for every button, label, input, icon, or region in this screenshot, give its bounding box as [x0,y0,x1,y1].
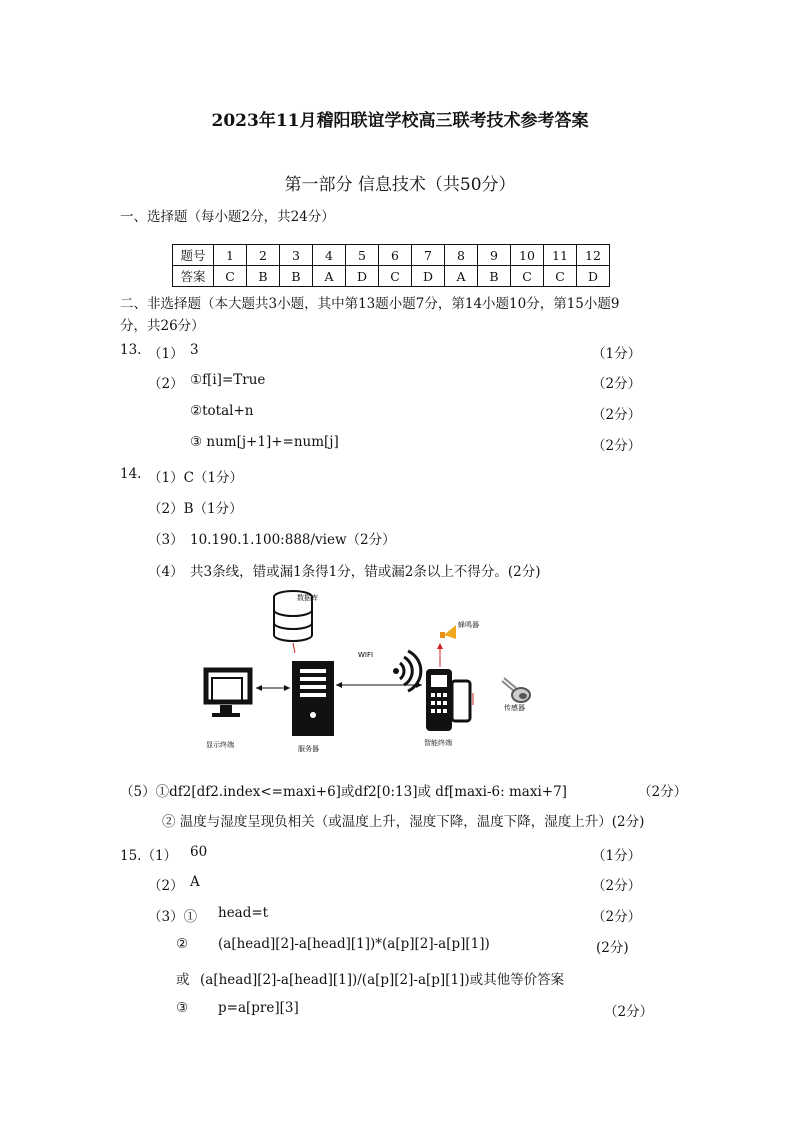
q15-answer-1-score: （2分） [592,909,642,925]
q15-alt-prefix: 或 [176,972,190,988]
buzzer-arrow [437,643,443,667]
table-cell: B [280,266,313,287]
q14-number: 14. [120,466,142,482]
buzzer-label: 蜂鸣器 [458,621,479,629]
q13-answer-1-score: （2分） [592,376,642,392]
table-cell: B [478,266,511,287]
db-link-line [293,643,295,653]
q14-part3-answer: 10.190.1.100:888/view（2分） [190,532,396,548]
wifi-label: WIFI [358,651,374,659]
table-cell: A [313,266,346,287]
q13-part1-answer: 3 [190,342,199,358]
table-cell: 12 [577,245,610,266]
row-label-answer: 答案 [173,266,214,287]
table-cell: 2 [247,245,280,266]
table-cell: 4 [313,245,346,266]
q15-answer-2-score: (2分) [596,940,629,956]
q15-answer-1: head=t [218,905,269,921]
q15-part1-label: 15.（1） [120,848,178,864]
q13-part2-label: （2） [148,376,184,392]
buzzer-icon [440,625,456,639]
q13-answer-3-score: （2分） [592,438,642,454]
section1-heading: 一、选择题（每小题2分，共24分） [120,209,335,225]
q14-part2: （2）B（1分） [148,501,243,517]
q14-part4-answer: 共3条线，错或漏1条得1分，错或漏2条以上不得分。(2分) [190,564,541,580]
q15-answer-2-label: ② [176,936,189,952]
sensor-label: 传感器 [504,704,525,712]
table-cell: C [379,266,412,287]
table-cell: C [214,266,247,287]
q14-part5-score: （2分） [638,784,688,800]
table-cell: 10 [511,245,544,266]
table-cell: 1 [214,245,247,266]
q15-part2-answer: A [190,874,200,890]
q13-part1-score: （1分） [592,346,642,362]
answer-table [172,244,610,287]
smart-terminal-icon [426,669,470,731]
q15-answer-3-score: （2分） [604,1004,654,1020]
table-cell: C [511,266,544,287]
q13-answer-2-score: （2分） [592,407,642,423]
q13-part1-label: （1） [148,346,184,362]
q13-answer-3: ③ num[j+1]+=num[j] [190,434,339,450]
table-cell: 5 [346,245,379,266]
q14-part5-answer-1: （5）①df2[df2.index<=maxi+6]或df2[0:13]或 df[maxi-6: maxi+7] [120,784,567,800]
table-cell: D [412,266,445,287]
q15-part2-label: （2） [148,878,184,894]
server-icon [292,661,334,736]
smart-terminal-label: 智能终端 [424,739,452,747]
q15-part2-score: （2分） [592,878,642,894]
display-terminal-icon [206,670,250,717]
table-cell: D [577,266,610,287]
table-cell: 6 [379,245,412,266]
q13-answer-2: ②total+n [190,403,254,419]
q14-part5-answer-2: ② 温度与湿度呈现负相关（或温度上升，湿度下降，温度下降，湿度上升）(2分) [162,814,645,830]
server-label: 服务器 [298,745,319,753]
sensor-icon [502,678,530,702]
q14-part4-label: （4） [148,564,184,580]
document-title: 2023年11月稽阳联谊学校高三联考技术参考答案 [211,111,589,131]
q15-answer-3-label: ③ [176,1000,189,1016]
q13-answer-1: ①f[i]=True [190,372,266,388]
q15-alt-answer: (a[head][2]-a[head][1])/(a[p][2]-a[p][1])或其他等价答案 [200,972,565,988]
table-cell: 9 [478,245,511,266]
q15-answer-2: (a[head][2]-a[head][1])*(a[p][2]-a[p][1]) [218,936,490,952]
part-heading: 第一部分 信息技术（共50分） [284,175,516,195]
network-diagram [190,585,560,760]
table-row [173,266,610,287]
table-cell: D [346,266,379,287]
q13-number: 13. [120,342,142,358]
q14-part3-label: （3） [148,532,184,548]
table-cell: C [544,266,577,287]
q15-part3-label: （3）① [148,909,198,925]
q15-part1-score: （1分） [592,848,642,864]
table-cell: 8 [445,245,478,266]
table-cell: A [445,266,478,287]
database-label: 数据库 [297,594,318,602]
q14-part1: （1）C（1分） [148,470,244,486]
section2-heading-line1: 二、非选择题（本大题共3小题，其中第13题小题7分，第14小题10分，第15小题9 [120,296,620,312]
table-cell: 11 [544,245,577,266]
row-label-number: 题号 [173,245,214,266]
table-cell: 7 [412,245,445,266]
table-cell: B [247,266,280,287]
q15-part1-answer: 60 [190,844,208,860]
display-terminal-label: 显示终端 [206,741,234,749]
display-server-arrow [256,685,290,691]
table-cell: 3 [280,245,313,266]
table-row [173,245,610,266]
section2-heading-line2: 分，共26分） [120,318,205,334]
q15-answer-3: p=a[pre][3] [218,1000,299,1016]
